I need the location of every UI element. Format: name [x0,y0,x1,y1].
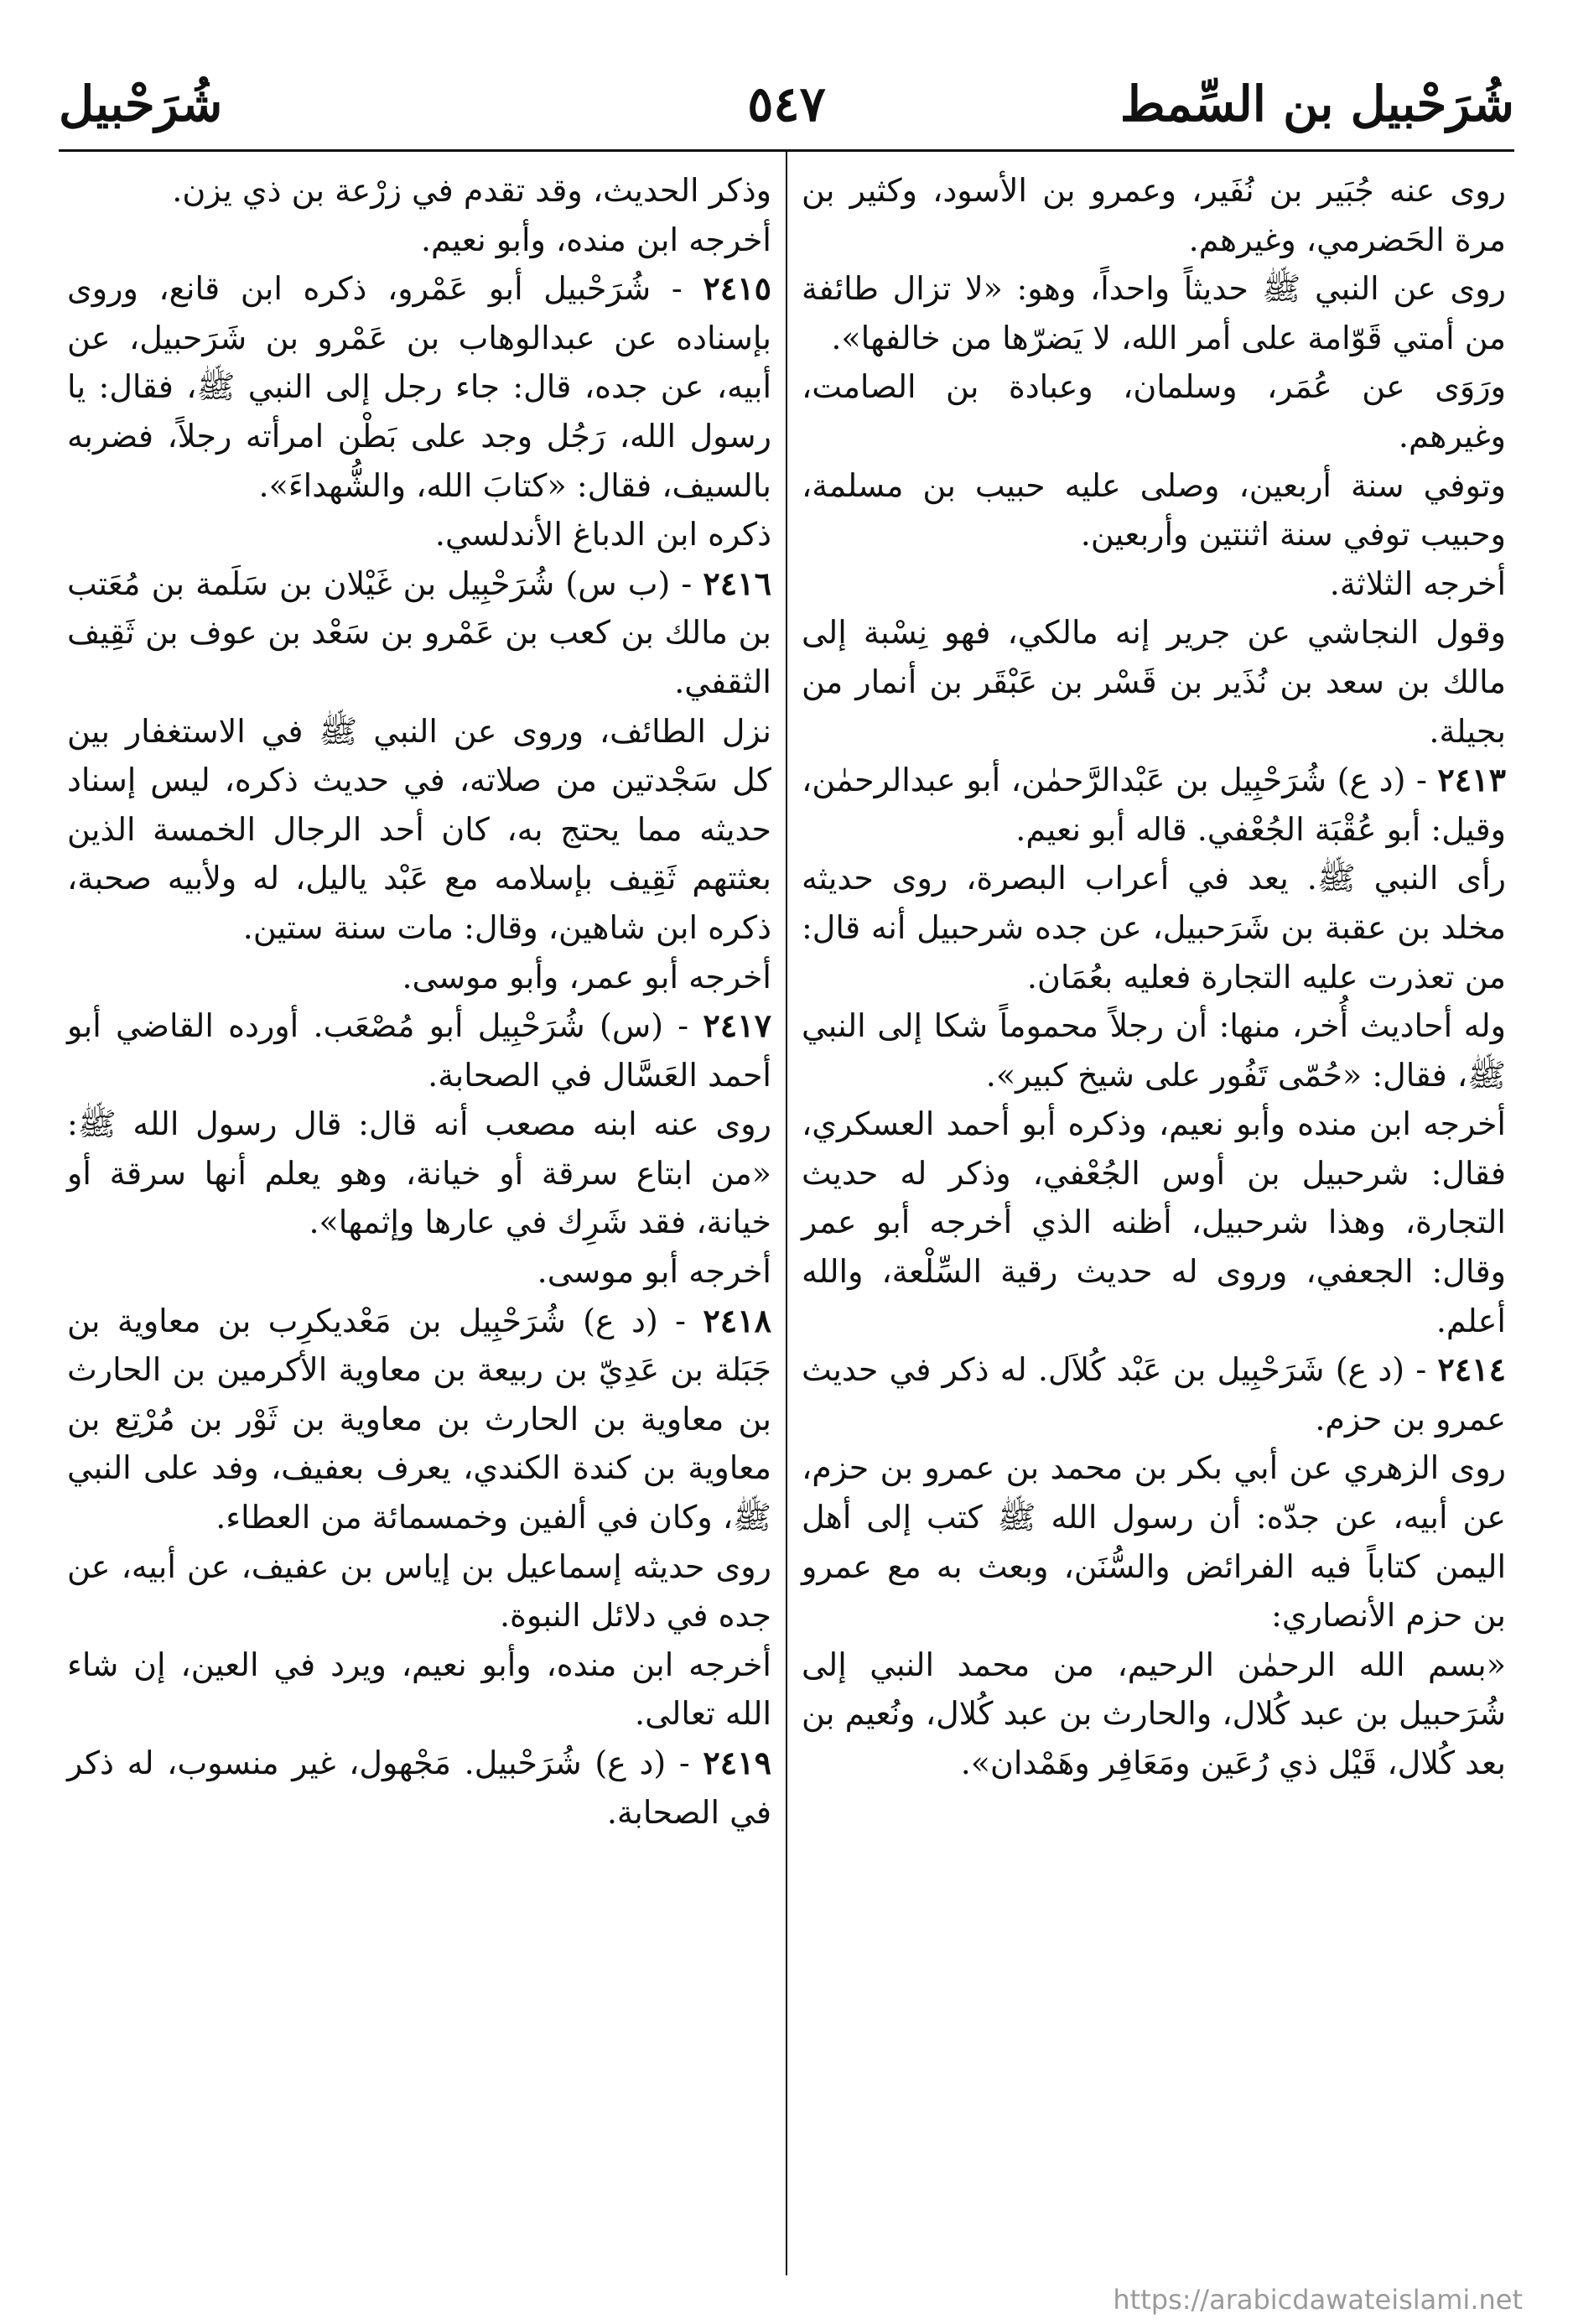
paragraph-text: - (د ع) شُرَحْبِيل بن عَبْدالرَّحمٰن، أبو عبدالرحمٰن، وقيل: أبو عُقْبَة الجُعْفي. قاله أبو نعيم. [802,762,1506,848]
paragraph-text: روى عنه جُبَير بن نُفَير، وعمرو بن الأسود، وكثير بن مرة الحَضرمي، وغيرهم. [802,172,1506,258]
paragraph-text: - (د ع) شُرَحْبِيل بن مَعْديكرِب بن معاوية بن جَبَلة بن عَدِيّ بن ربيعة بن معاوية الأكرمين بن الحارث بن معاوية بن الحارث بن معاوية بن ثَوْر بن مُرْتِع بن معاوية بن كندة الكندي، يعرف بعفيف، وفد على النبي ﷺ، وكان في ألفين وخمسمائة من العطاء. [67,1302,771,1536]
paragraph-text: ورَوَى عن عُمَر، وسلمان، وعبادة بن الصامت، وغيرهم. [802,368,1506,455]
paragraph-text: ذكره ابن الدباغ الأندلسي. [434,516,771,554]
paragraph-text: - (د ع) شَرَحْبِيل بن عَبْد كُلاَل. له ذكر في حديث عمرو بن حزم. [802,1351,1506,1438]
entry-number: ٢٤١٥ [703,269,771,308]
entry-number: ٢٤١٧ [703,1006,771,1045]
running-head-left: شُرَحْبيل [59,75,223,133]
paragraph-text: أخرجه ابن منده، وأبو نعيم. [420,221,771,258]
paragraph-text: رأى النبي ﷺ. يعد في أعراب البصرة، روى حديثه مخلد بن عقبة بن شَرَحبيل، عن جده شرحبيل أنه قال: من تعذرت عليه التجارة فعليه بعُمَان. [802,860,1506,996]
entry-number: ٢٤١٩ [703,1744,771,1781]
paragraph [802,1001,1506,1100]
paragraph [802,1443,1506,1640]
entry-paragraph [802,1345,1506,1443]
paragraph-text: - شُرَحْبيل أبو عَمْرو، ذكره ابن قانع، وروى بإسناده عن عبدالوهاب بن عَمْرو بن شَرَحبيل، عن أبيه، عن جده، قال: جاء رجل إلى النبي ﷺ، فقال: يا رسول الله، رَجُل وجد على بَطْن امرأته رجلاً، فضربه بالسيف، فقال: «كتابَ الله، والشُّهداءَ». [67,270,771,504]
entry-paragraph [67,1739,771,1837]
watermark: https://arabicdawateislami.net [1113,2284,1523,2316]
running-head-right: شُرَحْبيل بن السِّمط [1119,75,1514,133]
paragraph-text: وله أحاديث أُخر، منها: أن رجلاً محموماً شكا إلى النبي ﷺ، فقال: «حُمّى تَفُور على شيخ كبير». [802,1007,1506,1094]
paragraph-text: روى حديثه إسماعيل بن إياس بن عفيف، عن أبيه، عن جده في دلائل النبوة. [67,1547,771,1635]
paragraph-text: روى الزهري عن أبي بكر بن محمد بن عمرو بن حزم، عن أبيه، عن جدّه: أن رسول الله ﷺ كتب إلى أهل اليمن كتاباً فيه الفرائض والسُّنَن، وبعث به مع عمرو بن حزم الأنصاري: [802,1449,1506,1635]
paragraph-text: روى عنه ابنه مصعب أنه قال: قال رسول الله ﷺ: «من ابتاع سرقة أو خيانة، وهو يعلم أنها سرقة أو خيانة، فقد شَرِك في عارها وإثمها». [67,1105,771,1241]
entry-paragraph [67,1001,771,1100]
paragraph [67,510,771,559]
entry-number: ٢٤١٤ [1437,1350,1506,1389]
paragraph [67,1247,771,1297]
paragraph-text: وتوفي سنة أربعين، وصلى عليه حبيب بن مسلمة، وحبيب توفي سنة اثنتين وأربعين. [802,466,1506,554]
paragraph-text: أخرجه ابن منده، وأبو نعيم، ويرد في العين، إن شاء الله تعالى. [67,1646,771,1733]
paragraph-text: «بسم الله الرحمٰن الرحيم، من محمد النبي إلى شُرَحبيل بن عبد كُلال، والحارث بن عبد كُلال، ونُعيم بن بعد كُلال، قَيْل ذي رُعَين ومَعَافِر وهَمْدان». [802,1646,1506,1781]
entry-number: ٢٤١٦ [703,564,771,602]
paragraph [802,264,1506,362]
column-divider [786,149,787,2275]
entry-paragraph [67,559,771,707]
page-header [59,75,1514,143]
paragraph-text: - (س) شُرَحْبِيل أبو مُصْعَب. أورده القاضي أبو أحمد العَسَّال في الصحابة. [67,1007,771,1094]
entry-paragraph [802,756,1506,854]
entry-paragraph [67,1297,771,1542]
paragraph-text: أخرجه أبو موسى. [537,1253,771,1291]
entry-number: ٢٤١٨ [703,1301,771,1339]
paragraph-text: وذكر الحديث، وقد تقدم في زرْعة بن ذي يزن. [172,172,771,209]
paragraph [802,166,1506,264]
paragraph [802,1100,1506,1345]
entry-number: ٢٤١٣ [1437,761,1506,799]
paragraph [67,953,771,1002]
paragraph-text: روى عن النبي ﷺ حديثاً واحداً، وهو: «لا تزال طائفة من أمتي قَوّامة على أمر الله، لا يَضرّها من خالفها». [802,270,1506,356]
paragraph [67,216,771,265]
paragraph [802,1640,1506,1788]
paragraph [802,362,1506,460]
paragraph [802,559,1506,609]
paragraph [802,608,1506,756]
left-column [67,166,771,1837]
page-number: ٥٤٧ [747,75,826,133]
entry-paragraph [67,264,771,510]
paragraph-text: أخرجه الثلاثة. [1329,564,1506,602]
paragraph-text: - (د ع) شُرَحْبيل. مَجْهول، غير منسوب، له ذكر في الصحابة. [67,1744,771,1831]
paragraph-text: أخرجه أبو عمر، وأبو موسى. [402,958,771,996]
paragraph-text: أخرجه ابن منده وأبو نعيم، وذكره أبو أحمد العسكري، فقال: شرحبيل بن أوس الجُعْفي، وذكر له حديث التجارة، وهذا شرحبيل، أظنه الذي أخرجه أبو عمر وقال: الجعفي، وروى له حديث رقية السِّلْعة، والله أعلم. [802,1105,1506,1339]
paragraph-text: نزل الطائف، وروى عن النبي ﷺ في الاستغفار بين كل سَجْدتين من صلاته، في حديث ذكره، ليس إسناد حديثه مما يحتج به، كان أحد الرجال الخمسة الذين بعثتهم ثَقِيف بإسلامه مع عَبْد ياليل، له ولأبيه صحبة، ذكره ابن شاهين، وقال: مات سنة ستين. [67,712,771,946]
paragraph [67,1542,771,1640]
paragraph [67,707,771,953]
paragraph [67,166,771,216]
right-column [802,166,1506,1788]
paragraph [802,854,1506,1001]
paragraph [67,1100,771,1247]
paragraph [67,1640,771,1739]
paragraph-text: - (ب س) شُرَحْبِيل بن غَيْلان بن سَلَمة بن مُعَتب بن مالك بن كعب بن عَمْرو بن سَعْد بن عوف بن ثَقِيف الثقفي. [67,564,771,700]
paragraph [802,461,1506,559]
paragraph-text: وقول النجاشي عن جرير إنه مالكي، فهو نِسْبة إلى مالك بن سعد بن نُذَير بن قَسْر بن عَبْقَر بن أنمار من بجيلة. [802,614,1506,750]
